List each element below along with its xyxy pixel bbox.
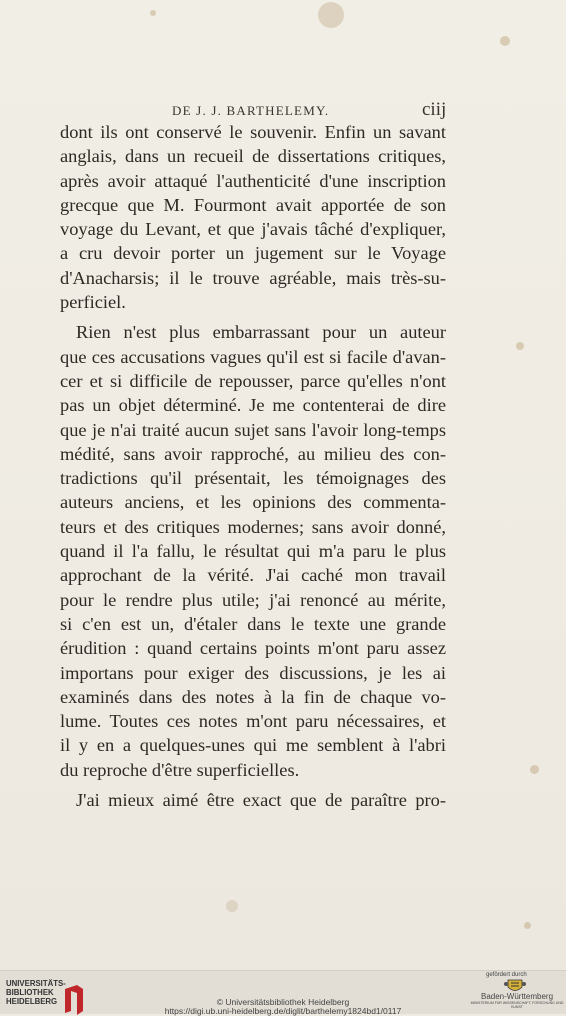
body-text <box>60 120 446 812</box>
library-name-line: HEIDELBERG <box>6 997 58 1006</box>
viewer-footer <box>0 970 566 1014</box>
funded-by-label: gefördert durch <box>486 972 527 978</box>
library-name-line: BIBLIOTHEK <box>6 988 54 997</box>
text-line: a cru devoir porter un jugement sur le Voyage <box>60 243 446 264</box>
text-line: érudition : quand certains points m'ont paru assez <box>60 638 446 659</box>
copyright-text: © Universitätsbibliothek Heidelberg <box>216 997 350 1007</box>
sponsor-block[interactable] <box>470 972 564 1009</box>
text-line: dont ils ont conservé le souvenir. Enfin un savant <box>60 122 446 142</box>
text-line: pas un objet déterminé. Je me contenterai de dire <box>60 395 446 416</box>
text-line: quand il l'a fallu, le résultat qui m'a paru le plus <box>60 541 446 562</box>
page-number: ciij <box>422 99 447 120</box>
sponsor-subtitle: MINISTERIUM FÜR WISSENSCHAFT, FORSCHUNG UND KUNST <box>470 1001 564 1009</box>
text-line: approchant de la vérité. J'ai caché mon travail <box>60 565 446 586</box>
text-line: grecque que M. Fourmont avait apportée de son <box>60 194 446 215</box>
coat-of-arms-icon <box>504 978 526 994</box>
text-line: voyage du Levant, et que j'avais tâché d'expliquer, <box>60 219 446 240</box>
text-line: après avoir attaqué l'authenticité d'une inscription <box>60 170 446 191</box>
text-line: cer et si difficile de repousser, parce qu'elles n'ont <box>60 370 446 391</box>
text-line: que ces accusations vagues qu'il est si facile d'avan- <box>60 346 446 367</box>
library-name-line: UNIVERSITÄTS- <box>6 979 66 988</box>
text-line: d'Anacharsis; il le trouve agréable, mais très-su- <box>60 267 446 288</box>
text-line: Rien n'est plus embarrassant pour un auteur <box>76 322 446 343</box>
text-line: médité, sans avoir rapproché, au milieu des con- <box>60 443 446 464</box>
sponsor-name: Baden-Württemberg <box>480 992 554 1001</box>
running-head: DE J. J. BARTHELEMY. <box>172 103 330 118</box>
text-line: J'ai mieux aimé être exact que de paraître pro- <box>76 790 446 811</box>
text-line: du reproche d'être superficielles. <box>60 759 300 780</box>
text-line: perficiel. <box>60 292 126 313</box>
text-line: anglais, dans un recueil de dissertations critiques, <box>60 146 446 167</box>
text-line: il y en a quelques-unes qui me semblent à l'abri <box>60 735 446 756</box>
text-line: examinés dans des notes à la fin de chaque vo- <box>60 686 446 707</box>
text-line: pour le rendre plus utile; j'ai renoncé au mérite, <box>60 589 446 610</box>
text-line: que je n'ai traité aucun sujet sans l'avoir long-temps <box>60 419 446 440</box>
text-line: lume. Toutes ces notes m'ont paru nécessaires, et <box>60 711 446 732</box>
text-line: teurs et des critiques modernes; sans avoir donné, <box>60 516 446 537</box>
text-line: auteurs anciens, et les opinions des commenta- <box>60 492 446 513</box>
text-line: importans pour exiger des discussions, je les ai <box>60 662 446 683</box>
permalink[interactable]: https://digi.ub.uni-heidelberg.de/diglit/barthelemy1824bd1/0117 <box>164 1006 402 1016</box>
text-line: si c'en est un, d'étaler dans le texte une grande <box>60 613 446 634</box>
text-line: tradictions qu'il présentait, les témoignages des <box>60 468 446 489</box>
